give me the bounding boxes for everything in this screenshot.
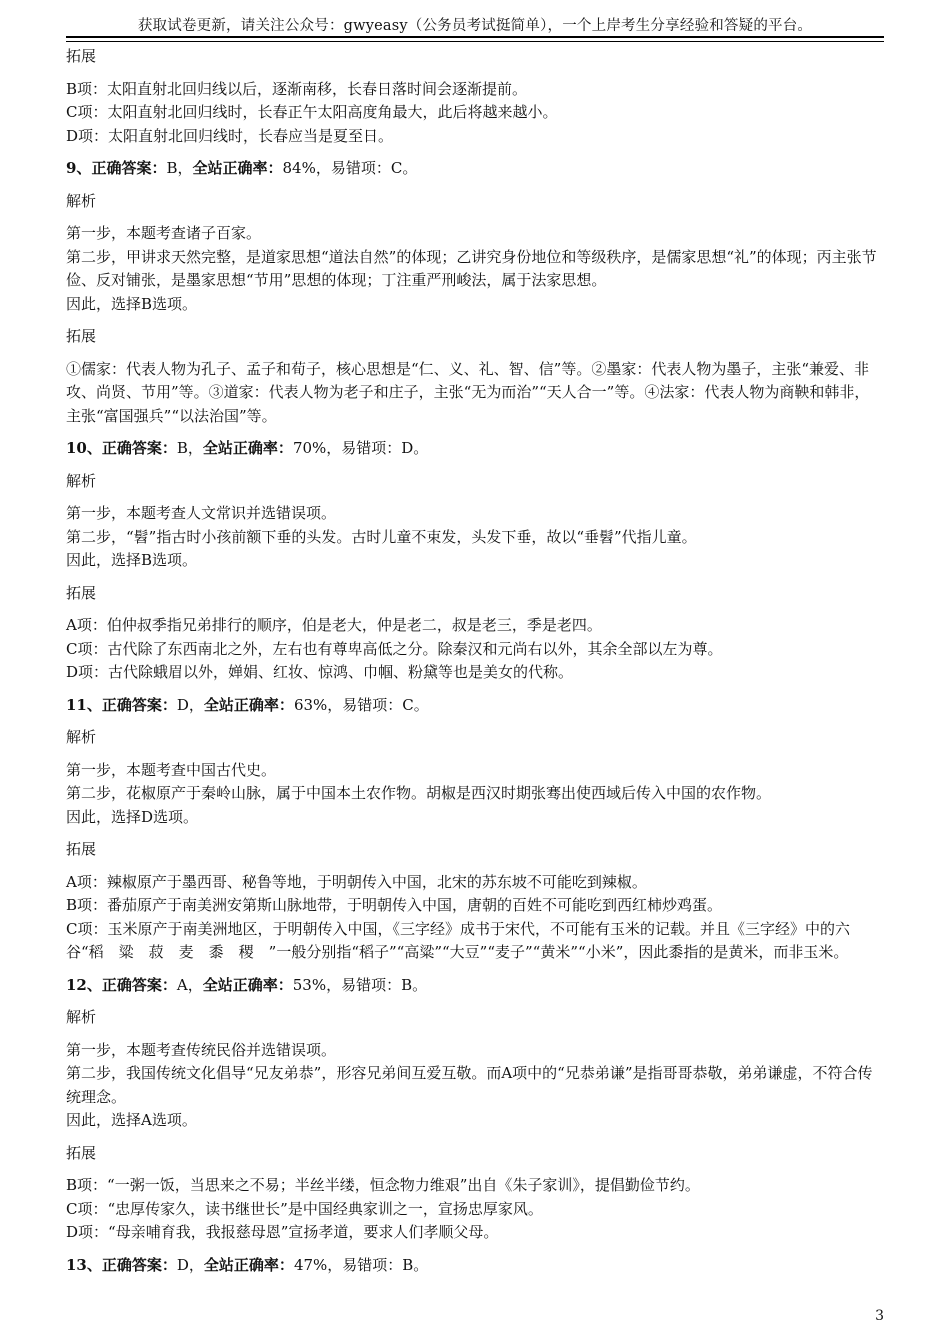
extension-line: A项：伯仲叔季指兄弟排行的顺序，伯是老大，仲是老二，叔是老三，季是老四。 <box>66 616 602 634</box>
answer-label: 正确答案： <box>101 1255 177 1274</box>
answer-label: 正确答案： <box>101 439 177 457</box>
rate-value: 84%，易错项：C。 <box>282 159 418 177</box>
answer-line-q10 <box>66 437 884 461</box>
analysis-block <box>66 1039 884 1133</box>
extension-line: C项：古代除了东西南北之外，左右也有尊卑高低之分。除秦汉和元尚右以外，其余全部以左为尊。 <box>66 639 723 658</box>
analysis-block <box>66 502 884 573</box>
analysis-label: 解析 <box>66 1008 97 1026</box>
rate-label: 全站正确率： <box>202 975 293 994</box>
analysis-line: 因此，选择B选项。 <box>66 551 198 569</box>
answer-value: B， <box>166 159 193 177</box>
analysis-line: 第二步，甲讲求天然完整，是道家思想“道法自然”的体现；乙讲究身份地位和等级秩序，是儒家思想“礼”的体现；丙主张节俭、反对铺张，是墨家思想“节用”思想的体现；丁注重严刑峻法，属于法家思想。 <box>66 247 877 289</box>
answer-line-q9 <box>66 157 884 181</box>
analysis-label: 解析 <box>66 728 97 746</box>
extension-line: C项：太阳直射北回归线时，长春正午太阳高度角最大，此后将越来越小。 <box>66 103 558 121</box>
analysis-line: 因此，选择B选项。 <box>66 294 198 313</box>
analysis-line: 因此，选择A选项。 <box>66 1111 197 1129</box>
analysis-block <box>66 222 884 316</box>
answer-label: 正确答案： <box>101 695 177 714</box>
extension-line: A项：辣椒原产于墨西哥、秘鲁等地，于明朝传入中国，北宋的苏东坡不可能吃到辣椒。 <box>66 872 647 891</box>
analysis-line: 第一步，本题考查中国古代史。 <box>66 760 277 779</box>
extension-block <box>66 358 884 429</box>
extension-line: ①儒家：代表人物为孔子、孟子和荀子，核心思想是“仁、义、礼、智、信”等。②墨家：代表人物为墨子，主张“兼爱、非攻、尚贤、节用”等。③道家：代表人物为老子和庄子，主张“无为而治”“天人合一”等。④法家：代表人物为商鞅和韩非，主张“富国强兵”“以法治国”等。 <box>66 359 870 425</box>
extension-line: B项：番茄原产于南美洲安第斯山脉地带，于明朝传入中国，唐朝的百姓不可能吃到西红柿炒鸡蛋。 <box>66 896 723 914</box>
page-number: 3 <box>875 1308 884 1324</box>
extension-label: 拓展 <box>66 1143 97 1162</box>
analysis-line: 第二步，花椒原产于秦岭山脉，属于中国本土农作物。胡椒是西汉时期张骞出使西域后传入中国的农作物。 <box>66 784 772 802</box>
question-number: 10、 <box>66 439 102 457</box>
question-number: 12、 <box>66 975 102 994</box>
extension-label: 拓展 <box>66 47 97 65</box>
answer-line-q11 <box>66 694 884 718</box>
analysis-line: 第一步，本题考查传统民俗并选错误项。 <box>66 1040 337 1059</box>
extension-label: 拓展 <box>66 583 97 602</box>
answer-line-q13 <box>66 1254 884 1278</box>
extension-block <box>66 871 884 965</box>
analysis-block <box>66 759 884 830</box>
question-number: 11、 <box>66 695 102 714</box>
extension-line: D项：“母亲哺育我，我报慈母恩”宣扬孝道，要求人们孝顺父母。 <box>66 1223 499 1241</box>
question-number: 9、 <box>66 159 92 177</box>
analysis-label: 解析 <box>66 471 97 490</box>
rate-value: 70%，易错项：D。 <box>292 439 429 457</box>
extension-line: B项：太阳直射北回归线以后，逐渐南移，长春日落时间会逐渐提前。 <box>66 79 528 98</box>
header-rule-thick <box>66 36 884 38</box>
answer-value: A， <box>176 975 203 994</box>
extension-line: C项：“忠厚传家久，读书继世长”是中国经典家训之一，宣扬忠厚家风。 <box>66 1199 543 1218</box>
analysis-line: 第二步，我国传统文化倡导“兄友弟恭”，形容兄弟间互爱互敬。而A项中的“兄恭弟谦”是指哥哥恭敬，弟弟谦虚，不符合传统理念。 <box>66 1064 873 1106</box>
extension-label: 拓展 <box>66 327 97 345</box>
answer-value: D， <box>176 695 204 714</box>
analysis-label: 解析 <box>66 191 97 210</box>
header-rule-thin <box>66 41 884 42</box>
extension-line: D项：太阳直射北回归线时，长春应当是夏至日。 <box>66 126 394 145</box>
extension-block <box>66 614 884 685</box>
document-body <box>66 45 884 1286</box>
analysis-line: 第二步，“髫”指古时小孩前额下垂的头发。古时儿童不束发，头发下垂，故以“垂髫”代指儿童。 <box>66 527 697 546</box>
header-text: 获取试卷更新，请关注公众号：gwyeasy（公务员考试挺简单），一个上岸考生分享经验和答疑的平台。 <box>137 18 813 34</box>
answer-line-q12 <box>66 974 884 998</box>
extension-line: B项：“一粥一饭，当思来之不易；半丝半缕，恒念物力维艰”出自《朱子家训》，提倡勤俭节约。 <box>66 1176 700 1194</box>
question-number: 13、 <box>66 1255 102 1274</box>
rate-label: 全站正确率： <box>203 1255 294 1274</box>
extension-line: C项：玉米原产于南美洲地区，于明朝传入中国，《三字经》成书于宋代，不可能有玉米的记载。并且《三字经》中的六谷“稻 粱 菽 麦 黍 稷 ”一般分别指“稻子”“高粱”“大豆”“麦子”“黄米”“小米”，因此黍指的是黄米，而非玉米。 <box>66 919 850 961</box>
analysis-line: 因此，选择D选项。 <box>66 807 199 826</box>
rate-value: 53%，易错项：B。 <box>292 975 428 994</box>
rate-value: 63%，易错项：C。 <box>293 695 429 714</box>
rate-value: 47%，易错项：B。 <box>293 1255 429 1274</box>
rate-label: 全站正确率： <box>202 439 293 457</box>
answer-label: 正确答案： <box>101 975 177 994</box>
rate-label: 全站正确率： <box>192 159 283 177</box>
answer-label: 正确答案： <box>91 159 167 177</box>
analysis-line: 第一步，本题考查人文常识并选错误项。 <box>66 504 337 522</box>
extension-block <box>66 1174 884 1245</box>
answer-value: D， <box>176 1255 204 1274</box>
answer-value: B， <box>176 439 203 457</box>
extension-label: 拓展 <box>66 840 97 858</box>
rate-label: 全站正确率： <box>203 695 294 714</box>
analysis-line: 第一步，本题考查诸子百家。 <box>66 224 262 242</box>
extension-block <box>66 78 884 149</box>
extension-line: D项：古代除蛾眉以外，婵娟、红妆、惊鸿、巾帼、粉黛等也是美女的代称。 <box>66 663 574 681</box>
